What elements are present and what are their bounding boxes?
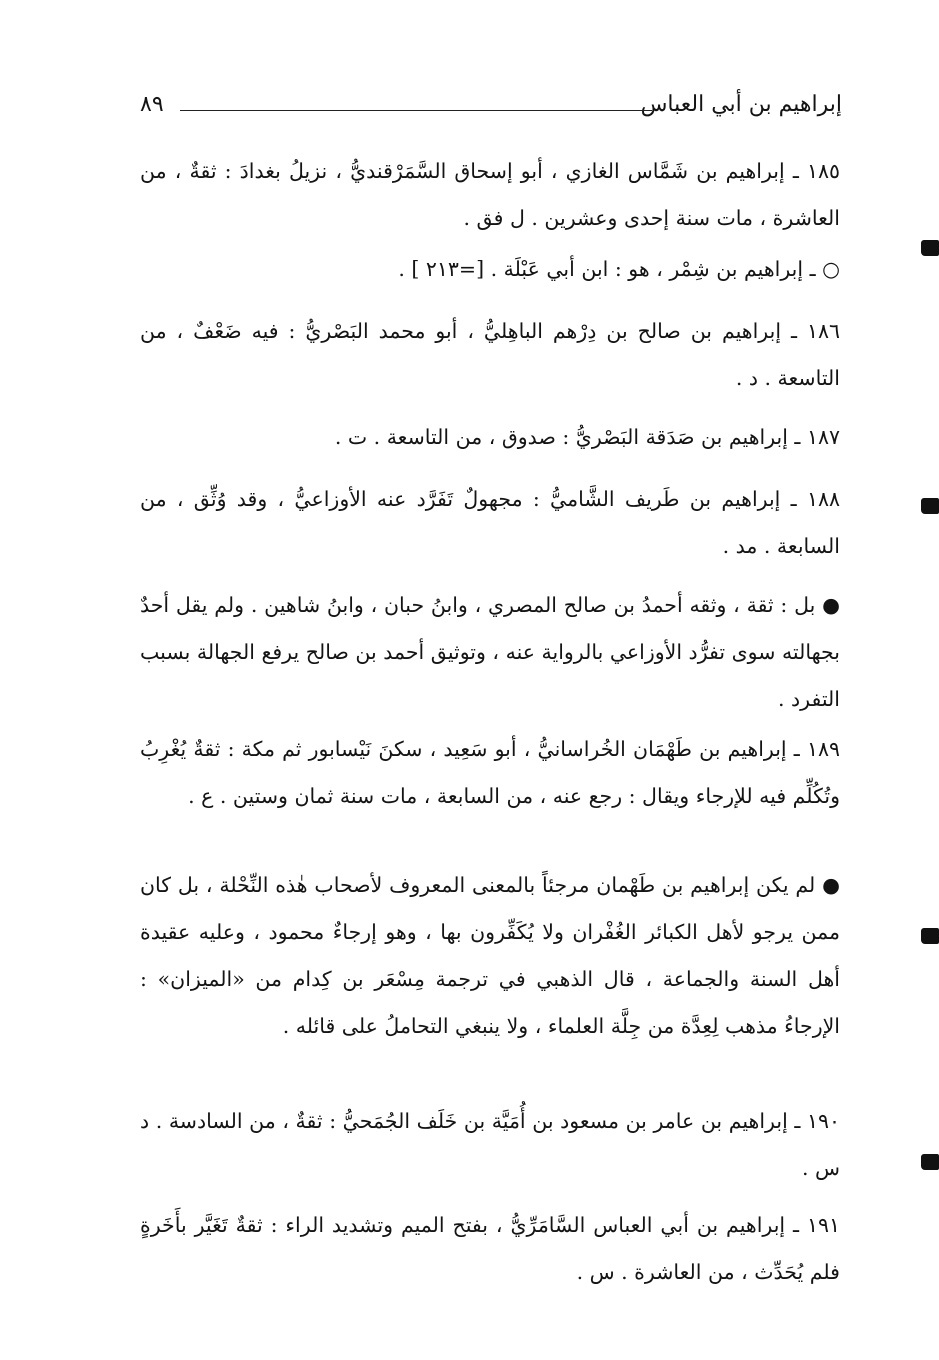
scan-edge-mark xyxy=(921,240,939,256)
entry-187: ١٨٧ ـ إبراهيم بن صَدَقة البَصْريُّ : صدوق ، من التاسعة . ت . xyxy=(334,425,840,449)
entry-190: ١٩٠ ـ إبراهيم بن عامر بن مسعود بن أُمَيَّة بن خَلَف الجُمَحيُّ : ثقةٌ ، من السادسة . د س . xyxy=(140,1109,840,1180)
page-header xyxy=(140,88,842,128)
running-title: إبراهيم بن أبي العباس xyxy=(640,92,842,117)
entry-191: ١٩١ ـ إبراهيم بن أبي العباس السَّامَرِّيُّ ، بفتح الميم وتشديد الراء : ثقةٌ تَغَيَّر بأَخَرةٍ فلم يُحَدِّث ، من العاشرة . س . xyxy=(140,1213,840,1284)
entry-cross-reference: ○ ـ إبراهيم بن شِمْر ، هو : ابن أبي عَبْلَة . [=٢١٣ ] . xyxy=(398,257,840,281)
editor-note-189: ● لم يكن إبراهيم بن طَهْمان مرجئاً بالمعنى المعروف لأصحاب هٰذه النِّحْلة ، بل كان ممن يرجو لأهل الكبائر الغُفْران ولا يُكَفِّرون بها ، وهو إرجاءٌ محمود ، وعليه عقيدة أهل السنة والجماعة ، قال الذهبي في ترجمة مِسْعَر بن كِدام من «الميزان» : الإرجاءُ مذهب لِعِدَّة من جِلَّة العلماء ، ولا ينبغي التحاملُ على قائله . xyxy=(140,873,840,1038)
entry-186: ١٨٦ ـ إبراهيم بن صالح بن دِرْهم الباهِليُّ ، أبو محمد البَصْريُّ : فيه ضَعْفٌ ، من التاسعة . د . xyxy=(140,319,840,390)
scan-edge-mark xyxy=(921,928,939,944)
editor-note-188: ● بل : ثقة ، وثقه أحمدُ بن صالح المصري ، وابنُ حبان ، وابنُ شاهين . ولم يقل أحدٌ بجهالته سوى تفرُّد الأوزاعي بالرواية عنه ، وتوثيق أحمد بن صالح يرفع الجهالة بسبب التفرد . xyxy=(140,593,840,711)
scan-edge-mark xyxy=(921,498,939,514)
page-number: ٨٩ xyxy=(140,92,164,117)
header-rule xyxy=(180,110,652,111)
entry-189: ١٨٩ ـ إبراهيم بن طَهْمَان الخُراسانيُّ ، أبو سَعِيد ، سكنَ نَيْسابور ثم مكة : ثقةٌ يُغْرِبُ وتُكُلِّم فيه للإرجاء ويقال : رجع عنه ، من السابعة ، مات سنة ثمان وستين . ع . xyxy=(140,737,840,808)
entry-185: ١٨٥ ـ إبراهيم بن شَمَّاس الغازي ، أبو إسحاق السَّمَرْقنديُّ ، نزيلُ بغدادَ : ثقةٌ ، من العاشرة ، مات سنة إحدى وعشرين . ل فق . xyxy=(140,159,840,230)
scan-edge-mark xyxy=(921,1154,939,1170)
entry-188: ١٨٨ ـ إبراهيم بن طَريف الشَّاميُّ : مجهولٌ تَفَرَّد عنه الأوزاعيُّ ، وقد وُثِّق ، من السابعة . مد . xyxy=(140,487,840,558)
